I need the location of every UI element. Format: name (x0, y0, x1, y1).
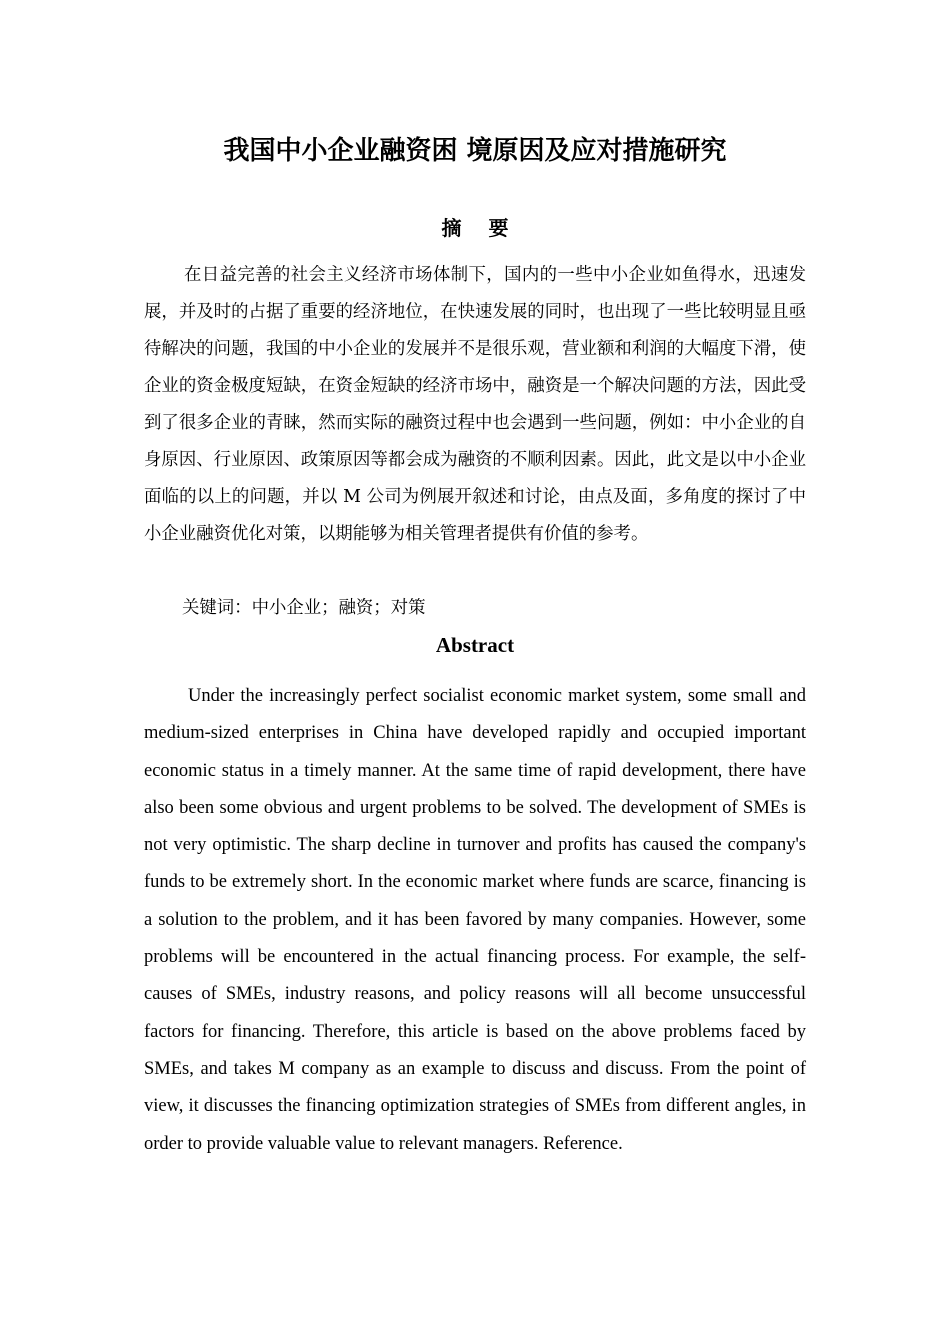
abstract-heading-en: Abstract (435, 633, 515, 657)
paper-title: 我国中小企业融资困 境原因及应对措施研究 (223, 136, 727, 166)
keywords-cn: 关键词：中小企业；融资；对策 (182, 598, 426, 618)
abstract-heading-cn: 摘 要 (441, 216, 519, 240)
abstract-body-en: Under the increasingly perfect socialist economic market system, some small and medium-sized enterprises in China have developed rapidly and occupied important economic status in a timely manner. At the same time of rapid development, there have also been some obvious and urgent problems to be solved. The development of SMEs is not very optimistic. The sharp decline in turnover and profits has caused the company's funds to be extremely short. In the economic market where funds are scarce, financing is a solution to the problem, and it has been favored by many companies. However, some problems will be encountered in the actual financing process. For example, the self-causes of SMEs, industry reasons, and policy reasons will all become unsuccessful factors for financing. Therefore, this article is based on the above problems faced by SMEs, and takes M company as an example to discuss and discuss. From the point of view, it discusses the financing optimization strategies of SMEs from different angles, in order to provide valuable value to relevant managers. Reference. (144, 686, 806, 1154)
abstract-body-cn: 在日益完善的社会主义经济市场体制下，国内的一些中小企业如鱼得水，迅速发展，并及时的占据了重要的经济地位，在快速发展的同时，也出现了一些比较明显且亟待解决的问题，我国的中小企业的发展并不是很乐观，营业额和利润的大幅度下滑，使企业的资金极度短缺，在资金短缺的经济市场中，融资是一个解决问题的方法，因此受到了很多企业的青睐，然而实际的融资过程中也会遇到一些问题，例如：中小企业的自身原因、行业原因、政策原因等都会成为融资的不顺利因素。因此，此文是以中小企业面临的以上的问题，并以 M 公司为例展开叙述和讨论，由点及面，多角度的探讨了中小企业融资优化对策，以期能够为相关管理者提供有价值的参考。 (144, 265, 806, 544)
